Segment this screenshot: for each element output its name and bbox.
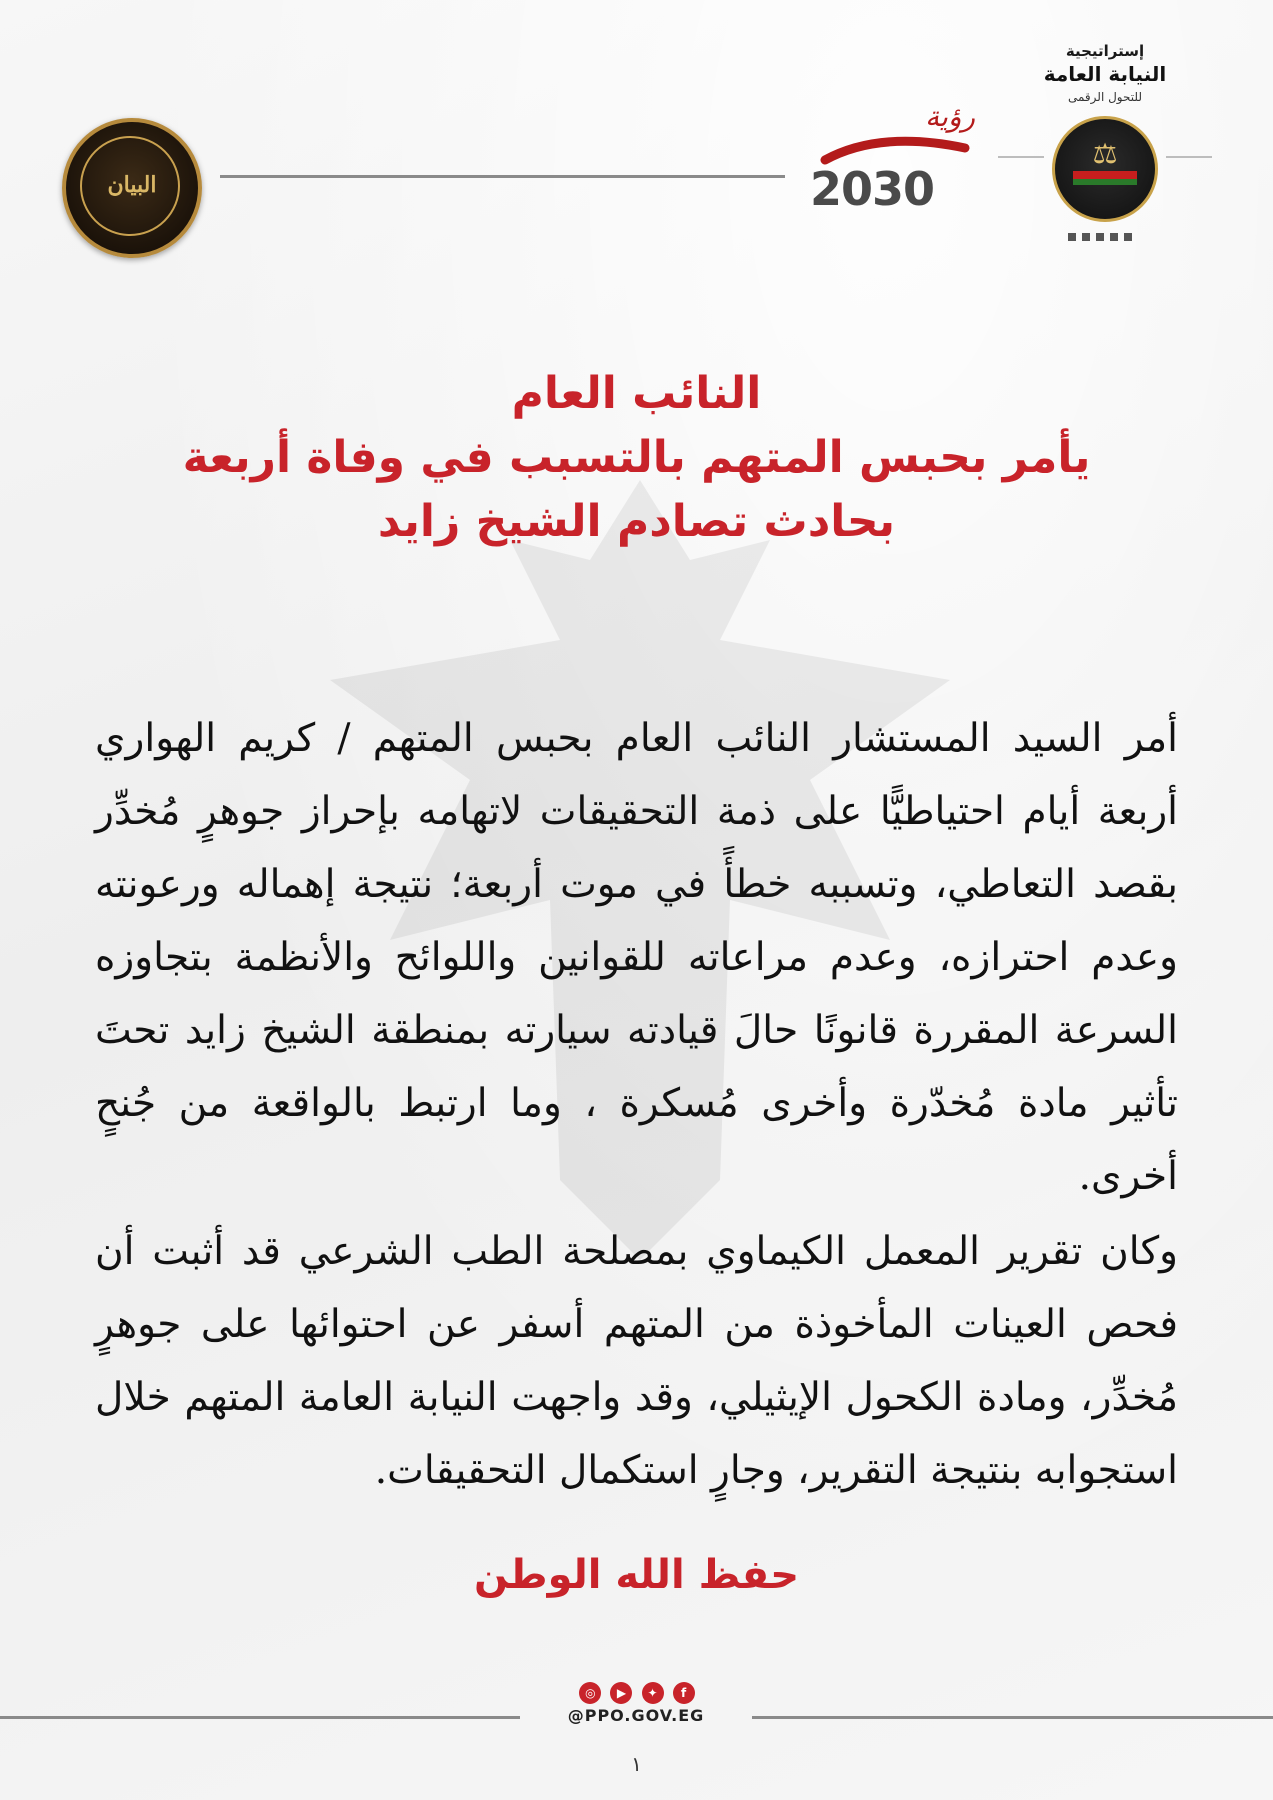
egypt-vision-2030-logo [800, 100, 975, 230]
circuit-line-left [998, 156, 1044, 158]
title-line-1: النائب العام [511, 368, 762, 419]
pixel-dots-icon [1068, 226, 1138, 245]
page-number: ١ [631, 1752, 642, 1776]
body-paragraph-2: وكان تقرير المعمل الكيماوي بمصلحة الطب الشرعي قد أثبت أن فحص العينات المأخوذة من المتهم أسفر عن احتوائها على جوهرٍ مُخدِّر، ومادة الكحول الإيثيلي، وقد واجهت النيابة العامة المتهم خلال استجوابه بنتيجة التقرير، وجارٍ استكمال التحقيقات. [95, 1229, 1178, 1493]
statement-title [150, 362, 1123, 554]
ppo-digital-strategy-logo [990, 38, 1220, 258]
footer-divider-right [752, 1716, 1273, 1719]
statement-body [95, 702, 1178, 1507]
instagram-icon[interactable]: ◎ [579, 1682, 601, 1704]
header-divider [220, 175, 785, 178]
vision-year: 2030 [810, 162, 935, 216]
strategy-label: إستراتيجية [1065, 42, 1145, 60]
digital-transformation-label: للتحول الرقمى [1067, 90, 1142, 104]
facebook-icon[interactable]: f [673, 1682, 695, 1704]
statement-department-seal [62, 118, 202, 258]
prosecution-emblem [1052, 116, 1158, 222]
title-line-3: بحادث تصادم الشيخ زايد [377, 496, 896, 547]
public-prosecution-label: النيابة العامة [1043, 62, 1167, 86]
footer-divider-left [0, 1716, 520, 1719]
vision-word: رؤية [925, 100, 975, 133]
body-paragraph-1: أمر السيد المستشار النائب العام بحبس المتهم / كريم الهواري أربعة أيام احتياطيًّا على ذمة التحقيقات لاتهامه بإحراز جوهرٍ مُخدِّر بقصد التعاطي، وتسببه خطأً في موت أربعة؛ نتيجة إهماله ورعونته وعدم احترازه، وعدم مراعاته للقوانين واللوائح والأنظمة بتجاوزه السرعة المقررة قانونًا حالَ قيادته سيارته بمنطقة الشيخ زايد تحتَ تأثير مادة مُخدّرة وأخرى مُسكرة ، وما ارتبط بالواقعة من جُنحٍ أخرى. [95, 716, 1178, 1199]
closing-phrase: حفظ الله الوطن [473, 1552, 800, 1598]
title-line-2: يأمر بحبس المتهم بالتسبب في وفاة أربعة [182, 432, 1091, 483]
flag-stripe-red [1073, 171, 1137, 179]
social-handle[interactable]: @PPO.GOV.EG [567, 1706, 705, 1725]
seal-word: البيان [107, 172, 157, 198]
social-links [573, 1682, 701, 1706]
scales-icon: ⚖ [1092, 137, 1118, 170]
youtube-icon[interactable]: ▶ [610, 1682, 632, 1704]
twitter-icon[interactable]: ✦ [642, 1682, 664, 1704]
flag-stripe-green [1073, 179, 1137, 185]
circuit-line-right [1166, 156, 1212, 158]
